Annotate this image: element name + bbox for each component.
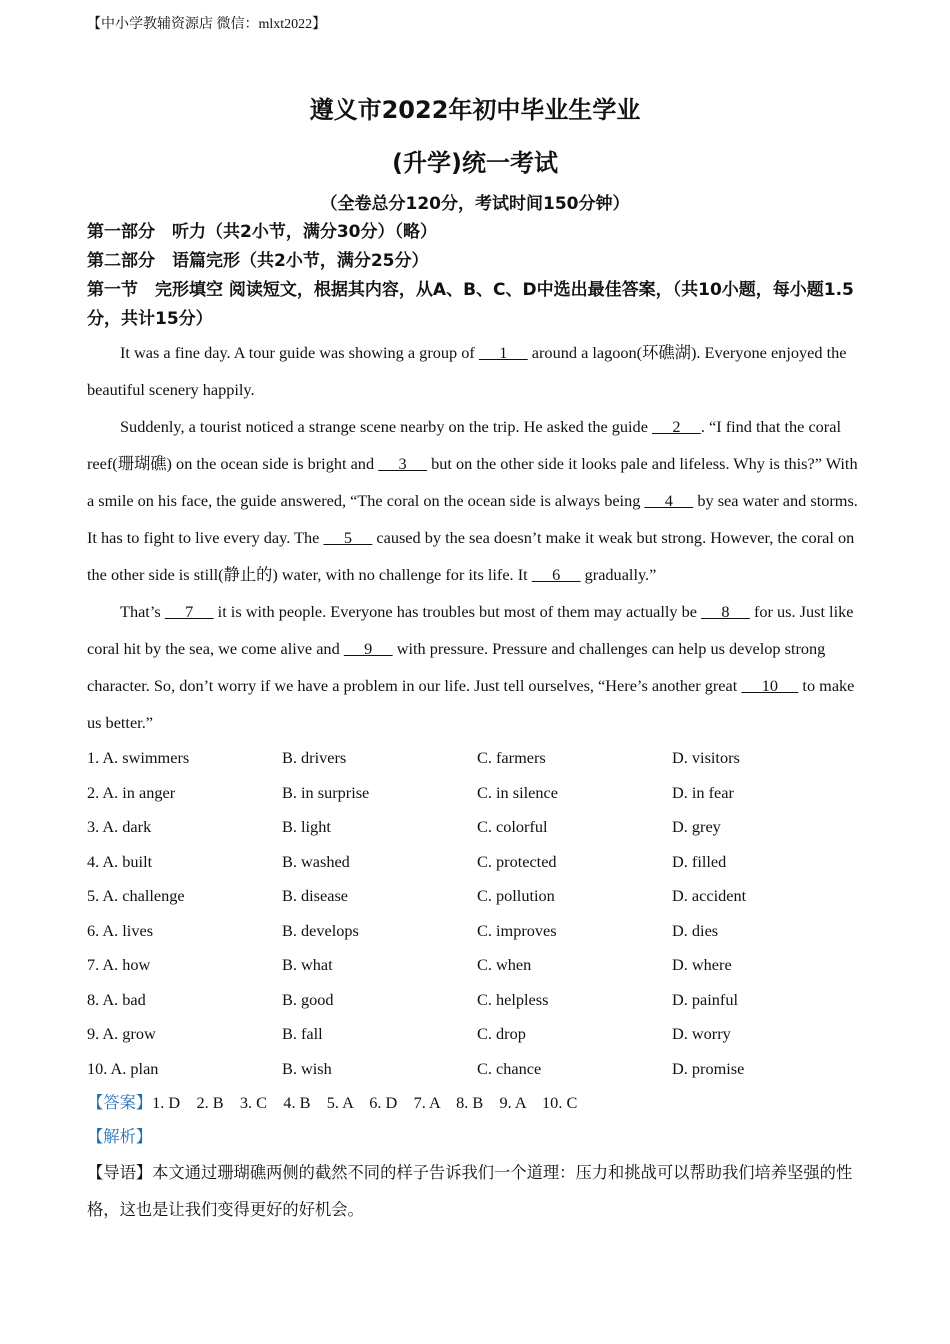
option-a: 10. A. plan: [87, 1058, 159, 1078]
passage-text: but on the other side it looks pale and lifeless. Why is this?” With a smile on his face, the guide answered, “The coral on the ocean side is always being: [87, 454, 858, 510]
analysis-line: [87, 1120, 862, 1154]
passage-text: That’s: [120, 602, 165, 621]
option-row: [87, 1052, 867, 1087]
part2-heading: 第二部分 语篇完形（共2小节，满分25分）: [87, 251, 429, 271]
option-row: [87, 845, 867, 880]
blank-4: 4: [644, 491, 694, 510]
option-c: C. protected: [477, 851, 557, 871]
passage-text: caused by the sea doesn’t make it weak but strong. However, the coral on the other side is still(静止的) water, with no challenge for its life. It: [87, 528, 855, 584]
option-a: 7. A. how: [87, 955, 151, 975]
option-a: 1. A. swimmers: [87, 748, 190, 768]
option-b: B. in surprise: [282, 782, 370, 802]
option-c: C. when: [477, 955, 532, 975]
passage-text: It was a fine day. A tour guide was showing a group of: [120, 343, 479, 362]
answer-line: [87, 1086, 862, 1120]
passage-paragraph-3: [87, 593, 862, 741]
answer-tag: 【答案】: [87, 1093, 153, 1112]
option-b: B. develops: [282, 920, 359, 940]
option-d: D. grey: [672, 817, 721, 837]
option-c: C. in silence: [477, 782, 558, 802]
option-d: D. filled: [672, 851, 727, 871]
watermark-text: 【中小学教辅资源店 微信：mlxt2022】: [87, 17, 327, 32]
option-row: [87, 810, 867, 845]
passage-text: for us. Just like coral hit by the sea, we come alive and: [87, 602, 854, 658]
blank-5: 5: [323, 528, 373, 547]
blank-9: 9: [343, 639, 393, 658]
option-d: D. dies: [672, 920, 719, 940]
option-d: D. where: [672, 955, 732, 975]
options-table: [87, 741, 867, 1086]
option-c: C. pollution: [477, 886, 555, 906]
passage-text: to make us better.”: [87, 676, 855, 732]
option-row: [87, 741, 867, 776]
option-row: [87, 1017, 867, 1052]
exam-title-line1: 遵义市2022年初中毕业生学业: [309, 96, 641, 124]
passage-text: Suddenly, a tourist noticed a strange scene nearby on the trip. He asked the guide: [120, 417, 652, 436]
blank-8: 8: [701, 602, 750, 621]
option-c: C. drop: [477, 1024, 526, 1044]
option-c: C. helpless: [477, 989, 549, 1009]
option-b: B. good: [282, 989, 334, 1009]
passage-text: around a lagoon(环礁湖). Everyone enjoyed the beautiful scenery happily.: [87, 343, 847, 399]
passage-paragraph-1: [87, 334, 862, 408]
option-a: 2. A. in anger: [87, 782, 176, 802]
blank-3: 3: [378, 454, 428, 473]
passage-paragraph-2: [87, 408, 862, 593]
option-a: 5. A. challenge: [87, 886, 185, 906]
passage-text: gradually.”: [580, 565, 657, 584]
option-d: D. promise: [672, 1058, 745, 1078]
blank-6: 6: [531, 565, 581, 584]
option-c: C. farmers: [477, 748, 546, 768]
exam-subtitle: （全卷总分120分，考试时间150分钟）: [320, 194, 630, 214]
option-d: D. visitors: [672, 748, 740, 768]
blank-7: 7: [164, 602, 214, 621]
option-row: [87, 776, 867, 811]
blank-1: 1: [478, 343, 528, 362]
option-d: D. worry: [672, 1024, 731, 1044]
analysis-guide: 【导语】本文通过珊瑚礁两侧的截然不同的样子告诉我们一个道理：压力和挑战可以帮助我们培养坚强的性格，这也是让我们变得更好的好机会。: [87, 1163, 853, 1219]
option-d: D. painful: [672, 989, 739, 1009]
option-d: D. accident: [672, 886, 747, 906]
analysis-tag: 【解析】: [87, 1127, 153, 1146]
exam-title-line2: (升学)统一考试: [392, 149, 558, 177]
passage-text: with pressure. Pressure and challenges can help us develop strong character. So, don’t worry if we have a problem in our life. Just tell ourselves, “Here’s another great: [87, 639, 826, 695]
option-c: C. colorful: [477, 817, 548, 837]
option-row: [87, 948, 867, 983]
option-b: B. disease: [282, 886, 349, 906]
passage-text: . “I find that the coral reef(珊瑚礁) on the ocean side is bright and: [87, 417, 841, 473]
option-b: B. fall: [282, 1024, 323, 1044]
option-a: 6. A. lives: [87, 920, 154, 940]
section1-heading: 第一节 完形填空 阅读短文，根据其内容，从A、B、C、D中选出最佳答案，（共10小题，每小题1.5分，共计15分）: [87, 280, 854, 329]
option-a: 8. A. bad: [87, 989, 146, 1009]
blank-10: 10: [741, 676, 799, 695]
option-row: [87, 914, 867, 949]
answer-text: 1. D 2. B 3. C 4. B 5. A 6. D 7. A 8. B 9. A 10. C: [152, 1093, 578, 1112]
passage-text: it is with people. Everyone has troubles but most of them may actually be: [213, 602, 702, 621]
option-c: C. chance: [477, 1058, 542, 1078]
option-b: B. light: [282, 817, 331, 837]
exam-content: [87, 218, 862, 1228]
option-row: [87, 983, 867, 1018]
option-d: D. in fear: [672, 782, 734, 802]
option-a: 4. A. built: [87, 851, 153, 871]
option-c: C. improves: [477, 920, 557, 940]
part1-heading: 第一部分 听力（共2小节，满分30分）（略）: [87, 222, 437, 242]
option-b: B. drivers: [282, 748, 347, 768]
option-b: B. what: [282, 955, 333, 975]
passage-text: by sea water and storms. It has to fight to live every day. The: [87, 491, 858, 547]
option-b: B. wish: [282, 1058, 332, 1078]
option-b: B. washed: [282, 851, 350, 871]
blank-2: 2: [652, 417, 701, 436]
option-a: 3. A. dark: [87, 817, 152, 837]
option-row: [87, 879, 867, 914]
option-a: 9. A. grow: [87, 1024, 156, 1044]
